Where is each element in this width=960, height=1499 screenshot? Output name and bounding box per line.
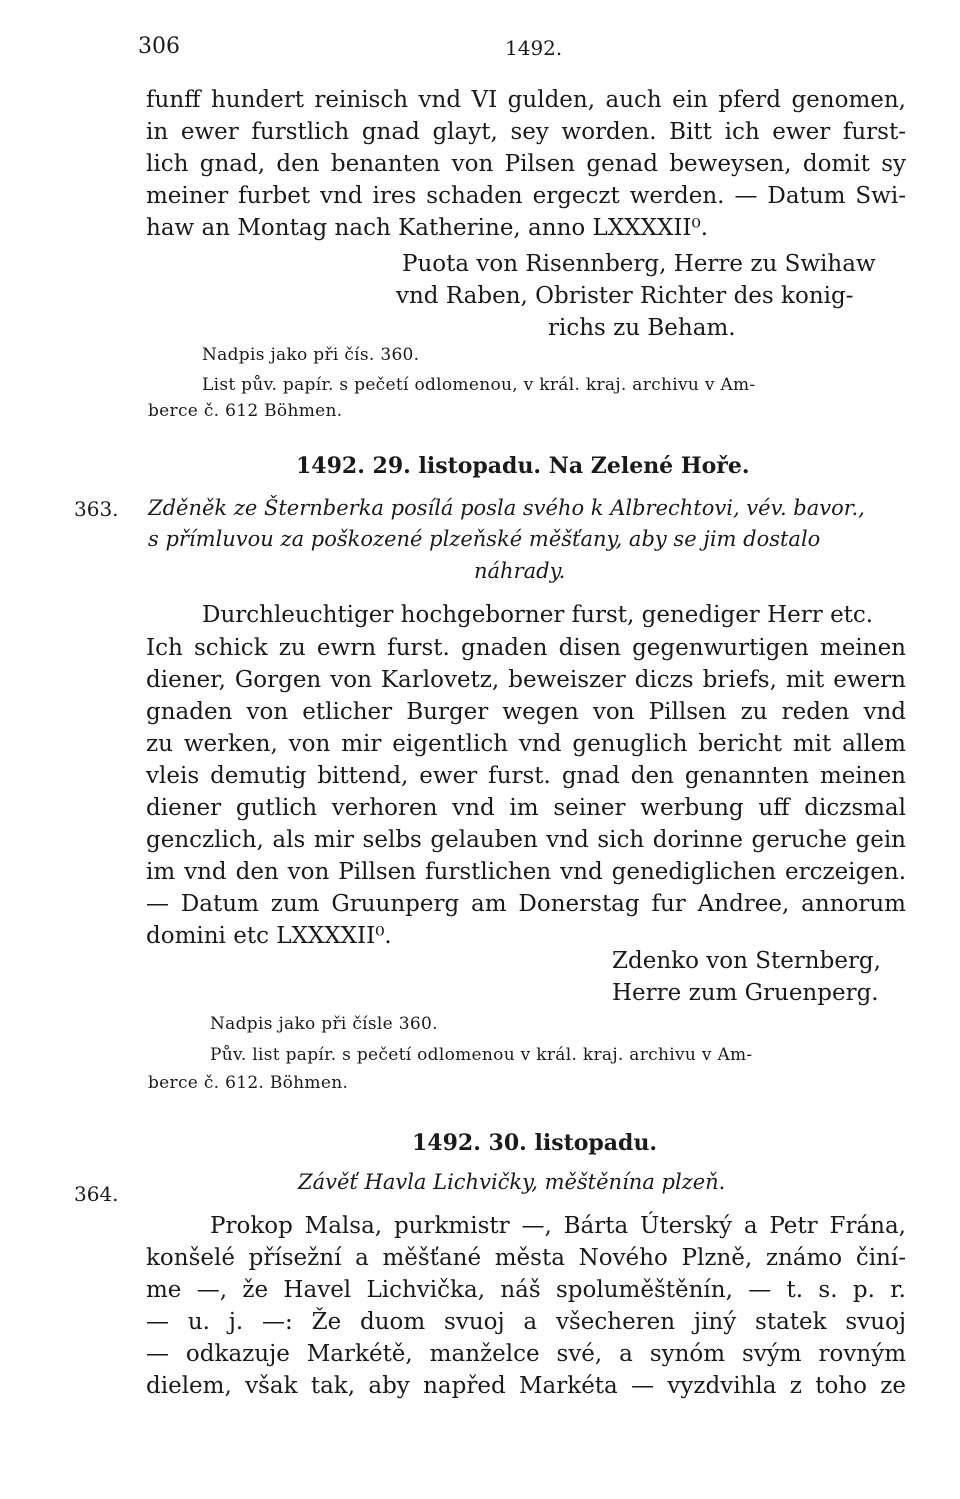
text-line: Ich schick zu ewrn furst. gnaden disen gegenwurtigen meinen [146, 635, 906, 661]
text-line: domini etc LXXXXII⁰. [146, 923, 392, 949]
note-line: berce č. 612 Böhmen. [148, 401, 343, 421]
regest: Závěť Havla Lichvičky, měštěnína plzeň. [298, 1170, 726, 1194]
regest-line: Zděněk ze Šternberka posílá posla svého k Albrechtovi, vév. bavor., [148, 496, 865, 520]
note-line: Pův. list papír. s pečetí odlomenou v král. kraj. archivu v Am- [210, 1045, 753, 1065]
text-line: me —, že Havel Lichvička, náš spoluměštěnín, — t. s. p. r. [146, 1277, 906, 1303]
signature-line: richs zu Beham. [548, 315, 736, 341]
text-line: genczlich, als mir selbs gelauben vnd sich dorinne geruche gein [146, 827, 906, 853]
signature-line: vnd Raben, Obrister Richter des konig- [396, 283, 854, 309]
running-head-year: 1492. [505, 36, 563, 60]
text-line: Prokop Malsa, purkmistr —, Bárta Úterský a Petr Frána, [210, 1213, 906, 1239]
text-line: Durchleuchtiger hochgeborner furst, genediger Herr etc. [202, 602, 874, 628]
text-line: zu werken, von mir eigentlich vnd genuglich bericht mit allem [146, 731, 906, 757]
page-number: 306 [138, 34, 180, 59]
signature-line: Zdenko von Sternberg, [612, 948, 881, 974]
regest-line: náhrady. [474, 559, 566, 583]
text-line: im vnd den von Pillsen furstlichen vnd genediglichen erczeigen. [146, 859, 906, 885]
signature-line: Puota von Risennberg, Herre zu Swihaw [402, 251, 876, 277]
text-line: gnaden von etlicher Burger wegen von Pillsen zu reden vnd [146, 699, 906, 725]
note-line: List pův. papír. s pečetí odlomenou, v král. kraj. archivu v Am- [202, 375, 756, 395]
text-line: vleis demutig bittend, ewer furst. gnad den genannten meinen [146, 763, 906, 789]
text-line: — odkazuje Markétě, manželce své, a synóm svým rovným [146, 1341, 906, 1367]
text-line: meiner furbet vnd ires schaden ergeczt werden. — Datum Swi- [146, 183, 906, 209]
text-line: diener, Gorgen von Karlovetz, beweiszer diczs briefs, mit ewern [146, 667, 906, 693]
text-line: dielem, však tak, aby napřed Markéta — vyzdvihla z toho ze [146, 1373, 906, 1399]
text-line: haw an Montag nach Katherine, anno LXXXXII⁰. [146, 215, 709, 241]
text-line: in ewer furstlich gnad glayt, sey worden. Bitt ich ewer furst- [146, 119, 906, 145]
date-heading: 1492. 30. listopadu. [412, 1130, 658, 1156]
text-line: diener gutlich verhoren vnd im seiner werbung uff diczsmal [146, 795, 906, 821]
date-heading: 1492. 29. listopadu. Na Zelené Hoře. [296, 453, 750, 479]
note-line: Nadpis jako při čísle 360. [210, 1014, 438, 1034]
note-line: Nadpis jako při čís. 360. [202, 345, 420, 365]
text-line: lich gnad, den benanten von Pilsen genad beweysen, domit sy [146, 151, 906, 177]
text-line: konšelé přísežní a měšťané města Nového Plzně, známo činí- [146, 1245, 906, 1271]
document-number: 363. [74, 497, 119, 521]
text-line: — Datum zum Gruunperg am Donerstag fur Andree, annorum [146, 891, 906, 917]
text-line: — u. j. —: Že duom svuoj a všecheren jiný statek svuoj [146, 1309, 906, 1335]
note-line: berce č. 612. Böhmen. [148, 1073, 349, 1093]
regest-line: s přímluvou za poškozené plzeňské měšťany, aby se jim dostalo [148, 527, 821, 551]
signature-line: Herre zum Gruenperg. [612, 980, 879, 1006]
text-line: funff hundert reinisch vnd VI gulden, auch ein pferd genomen, [146, 87, 906, 113]
document-number: 364. [74, 1182, 119, 1206]
